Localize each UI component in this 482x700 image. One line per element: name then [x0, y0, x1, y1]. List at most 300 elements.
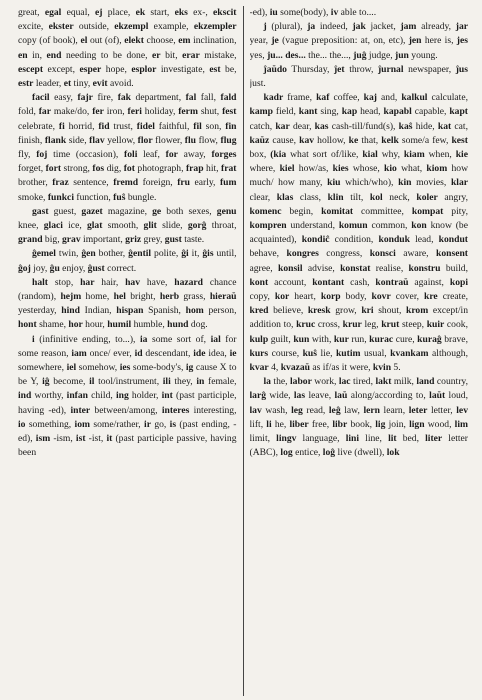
definition-text: pity, [443, 205, 468, 217]
headword: iv [330, 7, 339, 18]
definition-text: (past ending, -ed), [18, 418, 237, 445]
headword: kelk [381, 134, 399, 146]
definition-text: early, [190, 177, 220, 189]
headword: konsci [369, 248, 396, 260]
definition-text: smoke, [18, 191, 48, 203]
dictionary-paragraph [18, 6, 237, 91]
headword: fraz [52, 177, 69, 189]
headword: humil [107, 319, 132, 331]
definition-text: go, [150, 418, 170, 430]
definition-text: something, [25, 418, 75, 430]
definition-text: forget, [18, 163, 46, 175]
definition-text: limit, [249, 433, 277, 445]
definition-text: except/in addition to, [249, 305, 468, 331]
definition-text: between/among, [90, 404, 162, 416]
headword: komitat [321, 205, 354, 217]
headword: hieraŭ [209, 291, 237, 303]
headword: lit [388, 433, 397, 445]
definition-text: grow, [330, 305, 362, 317]
definition-text: shame, [36, 319, 69, 331]
definition-text: understand, [286, 220, 339, 232]
headword: hejm [60, 291, 82, 303]
definition-text: here is, [421, 35, 457, 47]
headword: hom [185, 305, 204, 317]
headword: kest [451, 134, 468, 146]
headword: kadr [263, 92, 284, 104]
definition-text: bit, [160, 49, 183, 61]
headword: iu [269, 7, 278, 18]
headword: escept [18, 63, 44, 75]
headword: lac [338, 376, 351, 388]
definition-text: descendant, [142, 347, 194, 359]
dictionary-paragraph [250, 63, 469, 91]
headword: laŭt [429, 390, 446, 402]
headword: forges [211, 149, 237, 161]
headword: glit [143, 220, 157, 232]
definition-text: lift, [249, 418, 267, 430]
dictionary-paragraph [18, 276, 237, 333]
headword: hav [125, 276, 141, 288]
headword: fald [220, 92, 237, 104]
definition-text: correct. [104, 262, 137, 274]
headword: kuraĝ [417, 333, 442, 345]
headword: grav [62, 234, 81, 246]
definition-text: foreign, [138, 177, 178, 189]
headword: hispan [116, 305, 144, 317]
headword: libr [332, 418, 348, 430]
definition-text: copy (of book), [18, 35, 81, 47]
headword: korp [320, 291, 341, 303]
headword: ekzempl [114, 21, 149, 33]
headword: kondut [438, 234, 468, 246]
headword: kontraŭ [375, 276, 409, 288]
definition-text: newspaper, [403, 63, 456, 75]
headword: flank [44, 134, 67, 146]
headword: est [209, 63, 221, 75]
definition-text: holder, [128, 390, 162, 402]
definition-text: what, [396, 163, 427, 175]
headword: konstat [340, 262, 371, 274]
definition-text: chance (random), [18, 276, 237, 303]
definition-text: as if/as it were, [310, 362, 373, 374]
headword: fi [58, 120, 65, 132]
headword: fak [117, 92, 132, 104]
definition-text: worthy, [31, 390, 67, 402]
headword: kvazaŭ [280, 362, 311, 374]
headword: ĝen [81, 248, 96, 260]
definition-text: hope, [101, 63, 132, 75]
right-column [250, 6, 469, 696]
headword: eks [174, 7, 188, 18]
definition-text: guilt, [268, 333, 294, 345]
definition-text: bother, [95, 248, 129, 260]
headword: hont [18, 319, 37, 331]
definition-text: side, [66, 134, 90, 146]
headword: ĵurnal [377, 63, 404, 75]
definition-text: humble, [131, 319, 168, 331]
headword: kin [398, 177, 412, 189]
headword: ekzempler [193, 21, 237, 33]
headword: iam [71, 347, 87, 359]
definition-text: sing, [317, 106, 342, 118]
headword: kred [249, 305, 269, 317]
headword: foli [124, 149, 138, 161]
definition-text: tiny, [71, 78, 93, 90]
headword: ekscit [213, 7, 237, 18]
definition-text: clear, [249, 191, 277, 203]
definition-text: guest, [48, 205, 82, 217]
headword: ge [152, 205, 162, 217]
dictionary-paragraph [250, 375, 469, 460]
definition-text: start, [145, 7, 175, 18]
definition-text: line, [359, 433, 389, 445]
definition-text: steep, [399, 319, 427, 331]
definition-text: strong, [61, 163, 93, 175]
definition-text: aware, [395, 248, 436, 260]
headword: konsil [277, 262, 303, 274]
definition-text: usual, [360, 347, 391, 359]
headword: ej [95, 7, 103, 18]
definition-text: fall, [196, 92, 221, 104]
definition-text: brave, [441, 333, 468, 345]
headword: lingv [276, 433, 297, 445]
headword: kontant [312, 276, 345, 288]
headword: ia [139, 333, 148, 345]
definition-text: cause X to be Y, [18, 362, 237, 388]
headword: kaf [316, 92, 330, 104]
definition-text: (plural), [266, 21, 308, 33]
headword: krom [406, 305, 429, 317]
headword: end [46, 49, 62, 61]
definition-text: leg, [361, 319, 382, 331]
headword: flug [220, 134, 237, 146]
definition-text: finish, [18, 134, 45, 146]
headword: kuir [426, 319, 445, 331]
definition-text: 5. [391, 362, 401, 374]
definition-text: copy, [249, 291, 275, 303]
definition-text: box, [249, 149, 271, 161]
headword: kun [293, 333, 310, 345]
definition-text: the... the..., [305, 49, 354, 61]
headword: ism [35, 433, 51, 445]
definition-text: ice, [62, 220, 87, 232]
definition-text: horrid, [64, 120, 99, 132]
headword: genu [216, 205, 237, 217]
definition-text: condition, [329, 234, 379, 246]
definition-text: polite, [151, 248, 182, 260]
headword: lok [386, 447, 400, 459]
definition-text: (past participle, having -ed), [18, 390, 237, 416]
headword: kol [369, 191, 383, 203]
definition-text: (vague preposition: at, on, etc), [278, 35, 409, 47]
headword: har [80, 276, 95, 288]
definition-text: what sort of/like, [286, 149, 363, 161]
headword: leg [291, 404, 303, 416]
definition-text: body, [340, 291, 372, 303]
definition-text: common, [367, 220, 412, 232]
definition-text: cook, [444, 319, 468, 331]
definition-text: bungle. [125, 191, 157, 203]
headword: i [32, 333, 35, 345]
headword: kre [424, 291, 438, 303]
headword: ies [119, 362, 131, 374]
headword: kresk [307, 305, 331, 317]
definition-text: joy, [30, 262, 50, 274]
headword: grand [18, 234, 43, 246]
definition-text: head, [357, 106, 384, 118]
definition-text: enjoy, [59, 262, 88, 274]
definition-text: holiday, [141, 106, 179, 118]
headword: hel [113, 291, 126, 303]
definition-text: behave, [249, 248, 287, 260]
definition-text: where, [249, 163, 280, 175]
headword: el [80, 35, 88, 47]
definition-text: some-body's, [130, 362, 186, 374]
headword: kopi [449, 276, 468, 288]
headword: loĝ [322, 447, 336, 459]
headword: fremd [113, 177, 139, 189]
headword: int [161, 390, 173, 402]
definition-text: shout, [373, 305, 406, 317]
headword: ili [162, 376, 171, 388]
definition-text: along/according to, [347, 390, 430, 402]
definition-text: committee, [353, 205, 412, 217]
definition-text: become, [49, 376, 90, 388]
definition-text: milk, [391, 376, 417, 388]
headword: lini [345, 433, 360, 445]
headword: hind [61, 305, 80, 317]
definition-text: read, [302, 404, 329, 416]
definition-text: smooth, [102, 220, 144, 232]
definition-text: class, [293, 191, 328, 203]
definition-text: idea, [205, 347, 230, 359]
headword: kaj [363, 92, 377, 104]
headword: hor [68, 319, 83, 331]
definition-text: sentence, [68, 177, 114, 189]
definition-text: already, [416, 21, 456, 33]
dictionary-paragraph [18, 333, 237, 461]
headword: il [89, 376, 95, 388]
definition-text: -ism, [50, 433, 76, 445]
definition-text: dear, [289, 120, 315, 132]
headword: kvankam [390, 347, 429, 359]
definition-text: some sort of, [147, 333, 211, 345]
headword: fer [92, 106, 104, 118]
definition-text: female, [204, 376, 237, 388]
headword: komun [338, 220, 368, 232]
headword: las [293, 390, 306, 402]
definition-text: shut, [197, 106, 223, 118]
headword: hazard [174, 276, 204, 288]
definition-text: country, [434, 376, 468, 388]
headword: jen [408, 35, 422, 47]
headword: kant [298, 106, 318, 118]
definition-text: -ist, [85, 433, 107, 445]
definition-text: cash-till/fund(s), [328, 120, 399, 132]
definition-text: tilt, [343, 191, 370, 203]
headword: io [18, 418, 26, 430]
definition-text: out (of), [87, 35, 125, 47]
headword: kompren [249, 220, 287, 232]
definition-text: how/as, [294, 163, 333, 175]
headword: jun [395, 49, 409, 61]
definition-text: away, [177, 149, 212, 161]
definition-text: fire, [92, 92, 118, 104]
definition-text: knee, [18, 220, 44, 232]
headword: glaci [43, 220, 63, 232]
headword: esplor [131, 63, 157, 75]
definition-text: easy, [49, 92, 78, 104]
headword: er [152, 49, 161, 61]
definition-text: have, [140, 276, 175, 288]
headword: fajr [77, 92, 93, 104]
headword: lign [409, 418, 425, 430]
definition-text: and, [377, 92, 402, 104]
headword: feri [127, 106, 142, 118]
definition-text: cash, [344, 276, 376, 288]
definition-text: movies, [411, 177, 451, 189]
headword: ĵaŭdo [263, 63, 287, 75]
headword: kapt [449, 106, 468, 118]
headword: lav [249, 404, 262, 416]
definition-text: important, [80, 234, 126, 246]
headword: it [106, 433, 113, 445]
headword: fil [193, 120, 202, 132]
headword: kaŭz [249, 134, 270, 146]
definition-text: outside, [73, 21, 115, 33]
definition-text: indeed, [315, 21, 353, 33]
dictionary-paragraph [18, 91, 237, 205]
headword: klin [327, 191, 344, 203]
headword: ĝi [181, 248, 189, 260]
headword: kont [249, 276, 269, 288]
definition-text: yes, [249, 49, 268, 61]
headword: kutim [335, 347, 361, 359]
headword: kruc [296, 319, 316, 331]
headword: kalkul [401, 92, 428, 104]
definition-text: faithful, [154, 120, 194, 132]
dictionary-paragraph [250, 20, 469, 63]
headword: konduk [378, 234, 410, 246]
headword: lig [375, 418, 386, 430]
headword: klar [450, 177, 468, 189]
definition-text: congress, [318, 248, 370, 260]
headword: fidel [136, 120, 155, 132]
definition-text: throw, [344, 63, 378, 75]
headword: inter [70, 404, 91, 416]
headword: frap [185, 163, 204, 175]
headword: foj [36, 149, 48, 161]
definition-text: ex-, [187, 7, 214, 18]
headword: kas [314, 120, 329, 132]
definition-text: flower, [152, 134, 185, 146]
definition-text: hide, [412, 120, 438, 132]
headword: krur [342, 319, 362, 331]
definition-text: leader, [33, 78, 64, 90]
headword: kiam [403, 149, 425, 161]
headword: kap [341, 106, 358, 118]
headword: ĝemel [32, 248, 56, 260]
headword: log [280, 447, 293, 459]
headword: kondiĉ [301, 234, 330, 246]
headword: flor [137, 134, 153, 146]
headword: jak [352, 21, 366, 33]
headword: ĝentil [128, 248, 152, 260]
headword: kur [333, 333, 349, 345]
definition-text: make/do, [50, 106, 93, 118]
headword: la [263, 376, 271, 388]
headword: lev [456, 404, 468, 416]
definition-text: against, [408, 276, 450, 288]
headword: kurac [369, 333, 394, 345]
headword: land [416, 376, 435, 388]
headword: ind [18, 390, 32, 402]
definition-text: jacket, [365, 21, 401, 33]
headword: komenc [249, 205, 282, 217]
left-column [18, 6, 237, 696]
headword: ĝust [87, 262, 105, 274]
definition-text: hollow, [314, 134, 349, 146]
headword: flav [89, 134, 105, 146]
headword: kial [362, 149, 378, 161]
headword: infan [66, 390, 88, 402]
headword: leĝ [328, 404, 341, 416]
headword: liber [289, 418, 309, 430]
headword: juĝ [353, 49, 367, 61]
definition-text: twin, [55, 248, 82, 260]
definition-text: (past participle passive, having been [18, 433, 237, 459]
headword: fort [45, 163, 62, 175]
dictionary-paragraph [18, 205, 237, 248]
definition-text: (infinitive ending, to...), [34, 333, 140, 345]
definition-text: catch, [249, 120, 276, 132]
headword: fum [219, 177, 237, 189]
definition-text: believe, [268, 305, 308, 317]
headword: elekt [124, 35, 144, 47]
definition-text: excite, [18, 21, 49, 33]
headword: ĝis [202, 248, 214, 260]
definition-text: account, [268, 276, 313, 288]
definition-text: photograph, [134, 163, 186, 175]
definition-text: that, [358, 134, 382, 146]
headword: lim [454, 418, 468, 430]
headword: fot [123, 163, 135, 175]
headword: flu [184, 134, 196, 146]
headword: ĵet [333, 63, 345, 75]
headword: kapabl [383, 106, 412, 118]
definition-text: hair, [94, 276, 126, 288]
definition-text: both sexes, [161, 205, 217, 217]
headword: gorĝ [187, 220, 207, 232]
headword: ing [115, 390, 129, 402]
headword: halt [32, 276, 48, 288]
definition-text: child, [88, 390, 116, 402]
definition-text: grey, [141, 234, 165, 246]
definition-text: yesterday, [18, 305, 62, 317]
definition-text: free, [308, 418, 333, 430]
definition-text: throat, [206, 220, 237, 232]
definition-text: tool/instrument, [94, 376, 163, 388]
headword: koler [416, 191, 438, 203]
definition-text: wide, [266, 390, 294, 402]
headword: ĝu [49, 262, 60, 274]
definition-text: language, [296, 433, 346, 445]
definition-text: hit, [203, 163, 222, 175]
definition-text: interesting, [189, 404, 237, 416]
headword: ir [144, 418, 151, 430]
definition-text: place, [102, 7, 136, 18]
definition-text: -ed), [249, 7, 270, 18]
